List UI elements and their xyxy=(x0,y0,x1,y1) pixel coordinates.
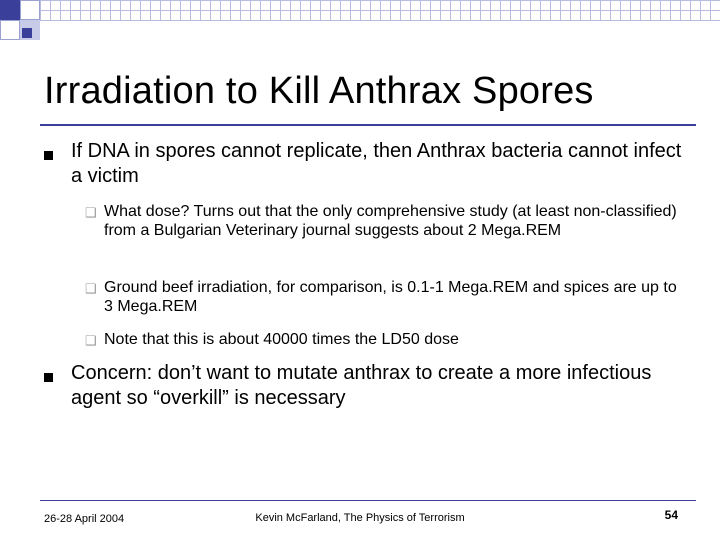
slide-title: Irradiation to Kill Anthrax Spores xyxy=(44,70,594,112)
sub-bullet-text-1: What dose? Turns out that the only comprehensive study (at least non-classified) from a Bulgarian Veterinary journal suggests about 2 Mega.REM xyxy=(104,203,677,239)
title-underline xyxy=(40,124,696,126)
footer-rule xyxy=(40,500,696,501)
corner-square-small xyxy=(22,28,32,38)
footer-date: 26-28 April 2004 xyxy=(44,513,125,525)
corner-square-outline-2 xyxy=(0,20,20,40)
sub-bullet-box: ❑ xyxy=(85,281,97,296)
corner-square-solid xyxy=(0,0,20,20)
sub-bullet-text-2: Ground beef irradiation, for comparison, is 0.1-1 Mega.REM and spices are up to 3 Mega.REM xyxy=(104,279,677,315)
bullet-square xyxy=(44,373,53,382)
bullet-text-1: If DNA in spores cannot replicate, then Anthrax bacteria cannot infect a victim xyxy=(71,140,682,187)
corner-square-outline xyxy=(20,0,40,20)
top-grid-band xyxy=(40,0,720,21)
sub-bullet-text-3: Note that this is about 40000 times the LD50 dose xyxy=(104,331,459,348)
bullet-square xyxy=(44,151,53,160)
page-number: 54 xyxy=(664,508,678,522)
sub-bullet-box: ❑ xyxy=(85,205,97,220)
sub-bullet-box: ❑ xyxy=(85,333,97,348)
bullet-text-2: Concern: don’t want to mutate anthrax to create a more infectious agent so “overkill” is necessary xyxy=(71,362,652,409)
footer-author: Kevin McFarland, The Physics of Terrorism xyxy=(255,512,465,524)
